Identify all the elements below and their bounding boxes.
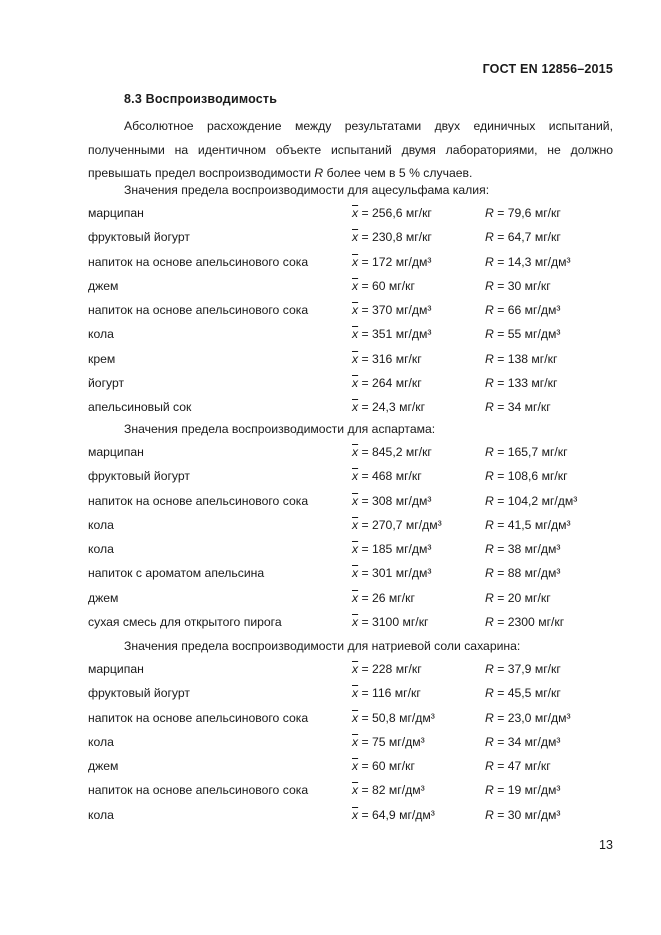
- limit-symbol: R: [485, 493, 494, 508]
- limit-value: [485, 206, 561, 220]
- mean-amount: = 316 мг/кг: [361, 351, 422, 366]
- mean-amount: = 270,7 мг/дм³: [361, 517, 442, 532]
- limit-value: [485, 808, 560, 822]
- paragraph-line: полученными на идентичном объекте испытаний двумя лабораториями, не должно: [88, 142, 613, 157]
- value-row: [0, 566, 661, 586]
- product-name: крем: [88, 351, 116, 366]
- limit-symbol: R: [485, 542, 494, 556]
- limit-amount: = 30 мг/дм³: [497, 807, 561, 822]
- mean-symbol: $\overline{x}$: [352, 783, 359, 798]
- product-name: марципан: [88, 662, 144, 676]
- limit-amount: = 34 мг/кг: [497, 400, 551, 414]
- mean-symbol: $\overline{x}$: [352, 686, 359, 701]
- limit-amount: = 79,6 мг/кг: [497, 206, 561, 220]
- product-name: джем: [88, 278, 119, 293]
- mean-amount: = 370 мг/дм³: [361, 303, 432, 317]
- mean-symbol: $\overline{x}$: [352, 807, 359, 822]
- mean-symbol: $\overline{x}$: [352, 590, 359, 605]
- limit-symbol: R: [485, 662, 494, 676]
- product-name: кола: [88, 734, 114, 749]
- mean-symbol: $\overline{x}$: [352, 614, 359, 629]
- page-number: 13: [599, 838, 613, 852]
- limit-symbol: R: [485, 590, 494, 605]
- mean-symbol: $\overline{x}$: [352, 445, 359, 459]
- mean-symbol: $\overline{x}$: [352, 517, 359, 532]
- product-name: джем: [88, 759, 119, 773]
- limit-value: [485, 400, 551, 414]
- mean-amount: = 185 мг/дм³: [361, 542, 432, 556]
- limit-amount: = 19 мг/дм³: [497, 783, 561, 798]
- mean-symbol: $\overline{x}$: [352, 254, 359, 269]
- mean-value: [352, 735, 425, 749]
- value-row: [0, 662, 661, 682]
- limit-amount: = 30 мг/кг: [497, 278, 551, 293]
- value-row: [0, 400, 661, 420]
- mean-amount: = 308 мг/дм³: [361, 493, 432, 508]
- limit-symbol: R: [485, 566, 494, 581]
- mean-value: [352, 230, 432, 244]
- value-row: [0, 230, 661, 250]
- value-row: [0, 759, 661, 779]
- mean-symbol: $\overline{x}$: [352, 278, 359, 293]
- limit-symbol: R: [485, 303, 494, 317]
- limit-value: [485, 494, 577, 508]
- limit-amount: = 47 мг/кг: [497, 759, 551, 773]
- product-name: кола: [88, 517, 114, 532]
- group-heading: Значения предела воспроизводимости для ацесульфама калия:: [124, 183, 490, 197]
- limit-amount: = 165,7 мг/кг: [497, 445, 568, 459]
- limit-value: [485, 518, 571, 532]
- limit-value: [485, 566, 560, 580]
- product-name: марципан: [88, 445, 144, 459]
- product-name: напиток на основе апельсинового сока: [88, 493, 309, 508]
- mean-value: [352, 542, 431, 556]
- mean-symbol: $\overline{x}$: [352, 759, 359, 773]
- mean-value: [352, 445, 432, 459]
- mean-amount: = 351 мг/дм³: [361, 327, 432, 342]
- mean-amount: = 845,2 мг/кг: [361, 445, 432, 459]
- limit-amount: = 20 мг/кг: [497, 590, 551, 605]
- limit-symbol: R: [485, 278, 494, 293]
- limit-amount: = 23,0 мг/дм³: [497, 710, 571, 725]
- limit-symbol: R: [485, 517, 494, 532]
- limit-symbol: R: [485, 351, 494, 366]
- product-name: кола: [88, 542, 114, 556]
- mean-symbol: $\overline{x}$: [352, 662, 359, 676]
- mean-value: [352, 206, 432, 220]
- limit-amount: = 55 мг/дм³: [497, 327, 561, 342]
- limit-amount: = 104,2 мг/дм³: [497, 493, 578, 508]
- standard-code: ГОСТ EN 12856–2015: [482, 62, 613, 76]
- value-row: [0, 542, 661, 562]
- limit-symbol: R: [485, 469, 494, 484]
- limit-value: [485, 230, 561, 244]
- limit-amount: = 38 мг/дм³: [497, 542, 561, 556]
- mean-value: [352, 711, 435, 725]
- mean-symbol: $\overline{x}$: [352, 230, 359, 245]
- limit-symbol: R: [485, 230, 494, 245]
- limit-symbol: R: [485, 734, 494, 749]
- mean-amount: = 26 мг/кг: [361, 590, 415, 605]
- product-name: джем: [88, 590, 119, 605]
- mean-value: [352, 279, 415, 293]
- mean-amount: = 172 мг/дм³: [361, 254, 432, 269]
- mean-amount: = 24,3 мг/кг: [361, 400, 426, 414]
- mean-value: [352, 686, 421, 700]
- limit-value: [485, 783, 560, 797]
- mean-value: [352, 469, 422, 483]
- product-name: напиток на основе апельсинового сока: [88, 254, 309, 269]
- limit-symbol: R: [485, 759, 494, 773]
- mean-symbol: $\overline{x}$: [352, 303, 359, 317]
- mean-amount: = 301 мг/дм³: [361, 566, 432, 581]
- limit-amount: = 138 мг/кг: [497, 351, 558, 366]
- value-row: [0, 303, 661, 323]
- limit-symbol: R: [485, 375, 494, 390]
- group-heading: Значения предела воспроизводимости для натриевой соли сахарина:: [124, 639, 521, 653]
- limit-value: [485, 662, 561, 676]
- limit-value: [485, 469, 568, 483]
- mean-value: [352, 518, 442, 532]
- mean-symbol: $\overline{x}$: [352, 734, 359, 749]
- value-row: [0, 352, 661, 372]
- limit-value: [485, 352, 557, 366]
- mean-symbol: $\overline{x}$: [352, 469, 359, 484]
- value-row: [0, 469, 661, 489]
- mean-value: [352, 615, 428, 629]
- limit-value: [485, 686, 561, 700]
- limit-value: [485, 279, 551, 293]
- mean-value: [352, 808, 435, 822]
- limit-symbol: R: [485, 445, 494, 459]
- mean-amount: = 468 мг/кг: [361, 469, 422, 484]
- mean-symbol: $\overline{x}$: [352, 400, 359, 414]
- limit-value: [485, 591, 551, 605]
- limit-value: [485, 542, 560, 556]
- limit-symbol: R: [485, 206, 494, 220]
- value-row: [0, 206, 661, 226]
- limit-symbol: R: [485, 614, 494, 629]
- value-row: [0, 494, 661, 514]
- value-row: [0, 783, 661, 803]
- mean-amount: = 64,9 мг/дм³: [361, 807, 435, 822]
- mean-amount: = 3100 мг/кг: [361, 614, 429, 629]
- limit-value: [485, 327, 560, 341]
- product-name: сухая смесь для открытого пирога: [88, 614, 282, 629]
- product-name: марципан: [88, 206, 144, 220]
- limit-amount: = 41,5 мг/дм³: [497, 517, 571, 532]
- value-row: [0, 255, 661, 275]
- mean-value: [352, 759, 415, 773]
- mean-amount: = 116 мг/кг: [361, 686, 421, 701]
- product-name: кола: [88, 327, 114, 342]
- section-title: 8.3 Воспроизводимость: [124, 92, 278, 106]
- limit-value: [485, 445, 568, 459]
- value-row: [0, 808, 661, 828]
- limit-symbol: R: [485, 807, 494, 822]
- mean-value: [352, 400, 425, 414]
- mean-value: [352, 662, 422, 676]
- paragraph-line: превышать предел воспроизводимости R более чем в 5 % случаев.: [88, 166, 473, 180]
- mean-value: [352, 783, 425, 797]
- value-row: [0, 445, 661, 465]
- limit-value: [485, 255, 571, 269]
- mean-value: [352, 327, 431, 341]
- mean-symbol: $\overline{x}$: [352, 375, 359, 390]
- product-name: апельсиновый сок: [88, 400, 192, 414]
- limit-amount: = 2300 мг/кг: [497, 614, 565, 629]
- limit-amount: = 37,9 мг/кг: [497, 662, 561, 676]
- mean-amount: = 230,8 мг/кг: [361, 230, 432, 245]
- mean-value: [352, 566, 431, 580]
- limit-value: [485, 759, 551, 773]
- limit-value: [485, 303, 560, 317]
- mean-amount: = 82 мг/дм³: [361, 783, 425, 798]
- intro-paragraph: [88, 115, 613, 186]
- mean-symbol: $\overline{x}$: [352, 206, 359, 220]
- mean-amount: = 256,6 мг/кг: [361, 206, 432, 220]
- mean-symbol: $\overline{x}$: [352, 542, 359, 556]
- mean-value: [352, 352, 422, 366]
- product-name: йогурт: [88, 375, 125, 390]
- limit-value: [485, 735, 560, 749]
- limit-amount: = 88 мг/дм³: [497, 566, 561, 581]
- value-row: [0, 327, 661, 347]
- value-row: [0, 518, 661, 538]
- limit-value: [485, 711, 571, 725]
- limit-amount: = 66 мг/дм³: [497, 303, 561, 317]
- limit-symbol: R: [485, 783, 494, 798]
- limit-symbol: R: [485, 254, 494, 269]
- limit-amount: = 14,3 мг/дм³: [497, 254, 571, 269]
- mean-amount: = 228 мг/кг: [361, 662, 422, 676]
- product-name: напиток на основе апельсинового сока: [88, 303, 309, 317]
- limit-value: [485, 376, 557, 390]
- limit-value: [485, 615, 564, 629]
- limit-amount: = 108,6 мг/кг: [497, 469, 568, 484]
- product-name: фруктовый йогурт: [88, 230, 190, 245]
- product-name: напиток на основе апельсинового сока: [88, 710, 309, 725]
- mean-value: [352, 376, 422, 390]
- mean-symbol: $\overline{x}$: [352, 351, 359, 366]
- limit-symbol: R: [485, 327, 494, 342]
- mean-amount: = 75 мг/дм³: [361, 734, 425, 749]
- limit-amount: = 64,7 мг/кг: [497, 230, 561, 245]
- group-heading: Значения предела воспроизводимости для аспартама:: [124, 422, 436, 436]
- mean-symbol: $\overline{x}$: [352, 710, 359, 725]
- mean-symbol: $\overline{x}$: [352, 327, 359, 342]
- mean-value: [352, 591, 415, 605]
- value-row: [0, 279, 661, 299]
- limit-symbol: R: [485, 710, 494, 725]
- mean-amount: = 60 мг/кг: [361, 278, 415, 293]
- product-name: кола: [88, 807, 114, 822]
- limit-amount: = 34 мг/дм³: [497, 734, 561, 749]
- mean-symbol: $\overline{x}$: [352, 493, 359, 508]
- value-row: [0, 711, 661, 731]
- mean-amount: = 50,8 мг/дм³: [361, 710, 435, 725]
- mean-value: [352, 494, 431, 508]
- value-row: [0, 376, 661, 396]
- limit-amount: = 45,5 мг/кг: [497, 686, 561, 701]
- product-name: напиток с ароматом апельсина: [88, 566, 265, 581]
- mean-amount: = 264 мг/кг: [361, 375, 422, 390]
- mean-amount: = 60 мг/кг: [361, 759, 415, 773]
- value-row: [0, 735, 661, 755]
- product-name: напиток на основе апельсинового сока: [88, 783, 309, 798]
- limit-amount: = 133 мг/кг: [497, 375, 558, 390]
- product-name: фруктовый йогурт: [88, 686, 190, 701]
- mean-value: [352, 303, 431, 317]
- limit-symbol: R: [485, 400, 494, 414]
- value-row: [0, 591, 661, 611]
- value-row: [0, 686, 661, 706]
- mean-value: [352, 255, 431, 269]
- paragraph-line: Абсолютное расхождение между результатами двух единичных испытаний,: [124, 119, 613, 133]
- value-row: [0, 615, 661, 635]
- mean-symbol: $\overline{x}$: [352, 566, 359, 581]
- limit-symbol: R: [485, 686, 494, 701]
- product-name: фруктовый йогурт: [88, 469, 190, 484]
